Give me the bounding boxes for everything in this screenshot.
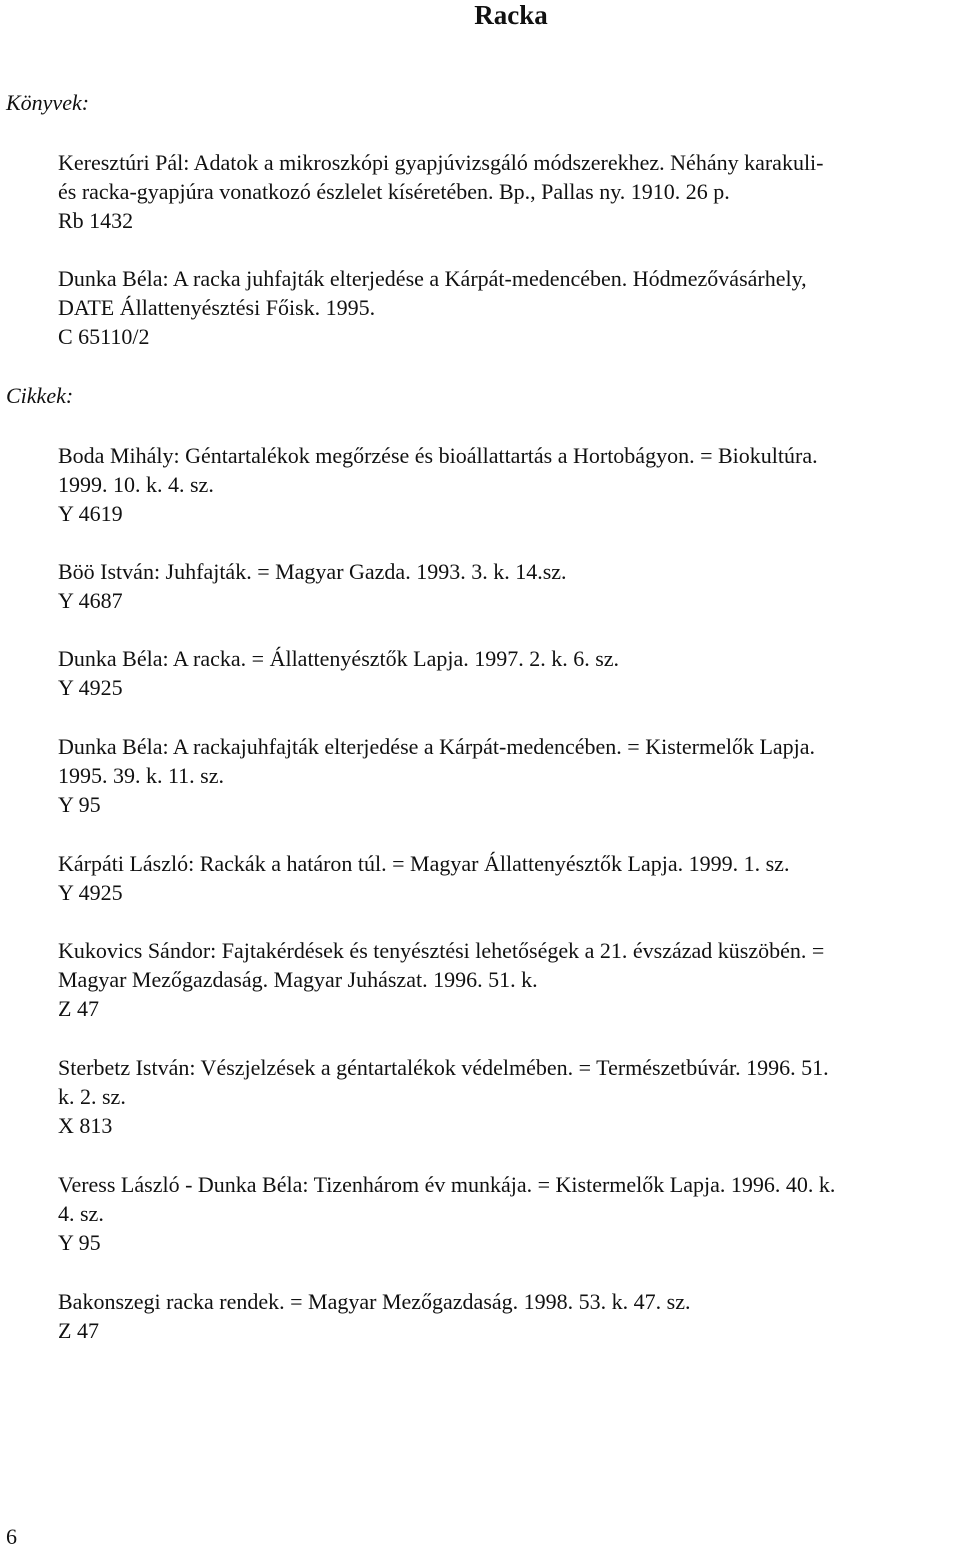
page-number: 6 (6, 1524, 17, 1549)
article-entry (58, 732, 960, 820)
article-entry (58, 644, 960, 702)
entry-line: 1999. 10. k. 4. sz. (58, 472, 214, 498)
section-label-books: Könyvek: (6, 90, 90, 115)
entry-line: X 813 (58, 1113, 113, 1139)
page-title: Racka (474, 0, 548, 30)
entry-line: DATE Állattenyésztési Főisk. 1995. (58, 295, 376, 321)
article-entry (58, 557, 960, 615)
book-entry (58, 264, 960, 352)
entry-line: Rb 1432 (58, 208, 134, 234)
article-entry (58, 936, 960, 1024)
article-entry (58, 1170, 960, 1258)
entry-line: Keresztúri Pál: Adatok a mikroszkópi gyapjúvizsgáló módszerekhez. Néhány karakuli- (58, 150, 824, 175)
article-entry (58, 849, 960, 907)
entry-line: Bakonszegi racka rendek. = Magyar Mezőgazdaság. 1998. 53. k. 47. sz. (58, 1289, 691, 1314)
article-entry (58, 1287, 960, 1345)
entry-line: Z 47 (58, 996, 99, 1022)
entry-line: 1995. 39. k. 11. sz. (58, 763, 225, 789)
entry-line: Y 4925 (58, 880, 123, 906)
entry-line: és racka-gyapjúra vonatkozó észlelet kíséretében. Bp., Pallas ny. 1910. 26 p. (58, 179, 730, 205)
article-entry (58, 1053, 960, 1141)
entry-line: Boda Mihály: Géntartalékok megőrzése és bioállattartás a Hortobágyon. = Biokultúra. (58, 443, 818, 468)
entry-line: Y 4925 (58, 675, 123, 701)
entry-line: Y 95 (58, 1230, 101, 1256)
entry-line: k. 2. sz. (58, 1084, 126, 1110)
entry-line: Y 4687 (58, 588, 123, 614)
article-entry (58, 441, 960, 529)
entry-line: Magyar Mezőgazdaság. Magyar Juhászat. 1996. 51. k. (58, 967, 538, 993)
book-entry (58, 148, 960, 236)
entry-line: Dunka Béla: A racka juhfajták elterjedése a Kárpát-medencében. Hódmezővásárhely, (58, 266, 807, 291)
entry-line: Z 47 (58, 1318, 99, 1344)
entry-line: Dunka Béla: A racka. = Állattenyésztők Lapja. 1997. 2. k. 6. sz. (58, 646, 620, 671)
entry-line: C 65110/2 (58, 324, 150, 350)
entry-line: 4. sz. (58, 1201, 104, 1227)
entry-line: Kárpáti László: Rackák a határon túl. = Magyar Állattenyésztők Lapja. 1999. 1. sz. (58, 851, 790, 876)
entry-line: Böö István: Juhfajták. = Magyar Gazda. 1993. 3. k. 14.sz. (58, 559, 567, 584)
entry-line: Y 95 (58, 792, 101, 818)
entry-line: Veress László - Dunka Béla: Tizenhárom év munkája. = Kistermelők Lapja. 1996. 40. k. (58, 1172, 836, 1197)
entry-line: Dunka Béla: A rackajuhfajták elterjedése a Kárpát-medencében. = Kistermelők Lapja. (58, 734, 816, 759)
section-label-articles: Cikkek: (6, 383, 74, 408)
entry-line: Kukovics Sándor: Fajtakérdések és tenyésztési lehetőségek a 21. évszázad küszöbén. = (58, 938, 825, 963)
entry-line: Y 4619 (58, 501, 123, 527)
entry-line: Sterbetz István: Vészjelzések a géntartalékok védelmében. = Természetbúvár. 1996. 51. (58, 1055, 829, 1080)
